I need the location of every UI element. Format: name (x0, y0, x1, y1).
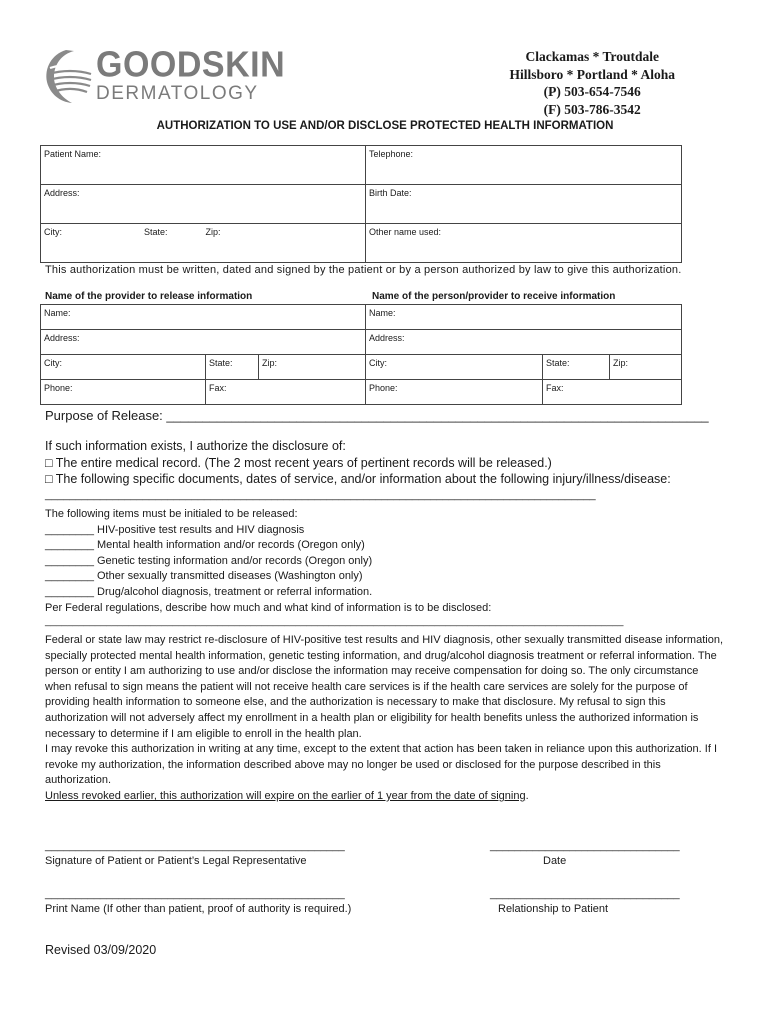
initial-genetic-testing[interactable]: ________ Genetic testing information and/or records (Oregon only) (45, 554, 373, 567)
legal-text (45, 633, 725, 805)
release-state-label: State: (209, 358, 233, 368)
authorization-note: This authorization must be written, dated and signed by the patient or by a person authorized by law to give this authorization. (45, 264, 682, 276)
legal-paragraph-1: Federal or state law may restrict re-disclosure of HIV-positive test results and HIV diagnosis, other sexually transmitted disease information, specially protected mental health information, genetic testing information, and drug/alcohol diagnosis treatment or referral information. The person or entity I am authorizing to use and/or disclose the information may receive compensation for doing so. The only circumstance when refusal to sign means the patient will not receive health care services is if the health care services are solely for the purpose of providing health information to someone else, and the authorization is necessary to make that disclosure. My refusal to sign this authorization will not adversely affect my enrollment in a health plan or eligibility for health benefits unless the authorized information is necessary to determine if I am eligible to enroll in the health plan. (45, 634, 724, 740)
revision-date: Revised 03/09/2020 (45, 943, 157, 957)
other-name-field[interactable] (366, 224, 682, 263)
release-fax-label: Fax: (209, 383, 227, 393)
contact-fax: (F) 503-786-3542 (543, 101, 641, 117)
receive-phone-field[interactable] (366, 380, 543, 405)
patient-state-label: State: (144, 227, 168, 237)
receive-address-label: Address: (369, 333, 405, 343)
patient-info-table (40, 145, 682, 263)
receive-zip-field[interactable] (610, 355, 682, 380)
federal-regulations-line[interactable]: ________________________________________________________________________________________________________ (45, 616, 624, 628)
release-phone-field[interactable] (41, 380, 206, 405)
release-phone-label: Phone: (44, 383, 73, 393)
signature-label: Signature of Patient or Patient’s Legal Representative (45, 855, 307, 867)
patient-name-field[interactable] (41, 146, 366, 185)
specific-documents-line[interactable]: __________________________________________________________________________________________ (45, 488, 596, 501)
legal-paragraph-2: I may revoke this authorization in writing at any time, except to the extent that action has been taken in reliance upon this authorization. If I revoke my authorization, the information described above may no longer be used or disclosed for the purpose described in this authorization. (45, 743, 717, 787)
expiration-period: . (525, 789, 529, 802)
release-city-field[interactable] (41, 355, 206, 380)
receive-city-label: City: (369, 358, 387, 368)
expiration-statement (45, 789, 725, 805)
other-name-label: Other name used: (369, 227, 442, 237)
relationship-label: Relationship to Patient (498, 903, 609, 915)
receive-provider-header: Name of the person/provider to receive information (372, 291, 616, 302)
patient-address-label: Address: (44, 188, 80, 198)
print-name-line[interactable]: _________________________________________________ (45, 888, 345, 900)
disclosure-section (45, 438, 671, 503)
telephone-label: Telephone: (369, 149, 414, 159)
receive-city-field[interactable] (366, 355, 543, 380)
initial-drug-alcohol[interactable]: ________ Drug/alcohol diagnosis, treatment or referral information. (45, 585, 373, 598)
release-name-label: Name: (44, 308, 71, 318)
receive-state-label: State: (546, 358, 570, 368)
release-address-label: Address: (44, 333, 80, 343)
logo-swoosh-icon (44, 46, 94, 106)
contact-locations-2: Hillsboro * Portland * Aloha (509, 66, 675, 82)
document-title: AUTHORIZATION TO USE AND/OR DISCLOSE PROTECTED HEALTH INFORMATION (156, 120, 614, 132)
logo-word-dermatology: DERMATOLOGY (96, 83, 259, 104)
patient-name-label: Patient Name: (44, 149, 102, 159)
release-zip-label: Zip: (262, 358, 278, 368)
patient-zip-label: Zip: (205, 227, 221, 237)
contact-locations-1: Clackamas * Troutdale (525, 49, 659, 64)
initials-intro: The following items must be initialed to be released: (45, 508, 298, 520)
contact-phone: (P) 503-654-7546 (543, 84, 641, 99)
initial-hiv[interactable]: ________ HIV-positive test results and HIV diagnosis (45, 523, 305, 536)
receive-fax-label: Fax: (546, 383, 564, 393)
specific-documents-checkbox[interactable]: □ The following specific documents, dates of service, and/or information about the following injury/illness/disease: (45, 472, 671, 486)
birth-date-label: Birth Date: (369, 188, 412, 198)
release-fax-field[interactable] (206, 380, 366, 405)
purpose-of-release-field[interactable]: Purpose of Release: ___________________________________________________________________________ (45, 408, 709, 423)
entire-record-checkbox[interactable]: □ The entire medical record. (The 2 most recent years of pertinent records will be released.) (45, 455, 552, 470)
release-city-label: City: (44, 358, 62, 368)
release-state-field[interactable] (206, 355, 259, 380)
company-logo (44, 45, 286, 106)
contact-block (509, 48, 675, 118)
birth-date-field[interactable] (366, 185, 682, 224)
release-name-field[interactable] (41, 305, 366, 330)
receive-state-field[interactable] (543, 355, 610, 380)
receive-address-field[interactable] (366, 330, 682, 355)
federal-regulations-text: Per Federal regulations, describe how much and what kind of information is to be disclosed: (45, 601, 492, 614)
date-line[interactable]: _______________________________ (490, 840, 680, 852)
logo-word-goodskin: GOODSKIN (96, 45, 286, 85)
relationship-line[interactable]: _______________________________ (490, 888, 680, 900)
patient-city-label: City: (44, 227, 62, 237)
telephone-field[interactable] (366, 146, 682, 185)
release-zip-field[interactable] (259, 355, 366, 380)
disclosure-intro: If such information exists, I authorize the disclosure of: (45, 439, 346, 453)
patient-address-field[interactable] (41, 185, 366, 224)
date-label: Date (543, 855, 567, 867)
expiration-text: Unless revoked earlier, this authorization will expire on the earlier of 1 year from the date of signing (45, 789, 526, 802)
print-name-label: Print Name (If other than patient, proof of authority is required.) (45, 903, 352, 915)
initials-section (45, 507, 623, 628)
receive-fax-field[interactable] (543, 380, 682, 405)
receive-name-field[interactable] (366, 305, 682, 330)
initial-mental-health[interactable]: ________ Mental health information and/or records (Oregon only) (45, 539, 365, 552)
provider-info-table (40, 304, 682, 405)
release-address-field[interactable] (41, 330, 366, 355)
signature-line[interactable]: _________________________________________________ (45, 840, 345, 852)
release-provider-header: Name of the provider to release information (45, 291, 253, 302)
initial-std[interactable]: ________ Other sexually transmitted diseases (Washington only) (45, 570, 363, 583)
receive-name-label: Name: (369, 308, 396, 318)
receive-phone-label: Phone: (369, 383, 398, 393)
patient-city-state-zip-field[interactable] (41, 224, 366, 263)
receive-zip-label: Zip: (613, 358, 629, 368)
